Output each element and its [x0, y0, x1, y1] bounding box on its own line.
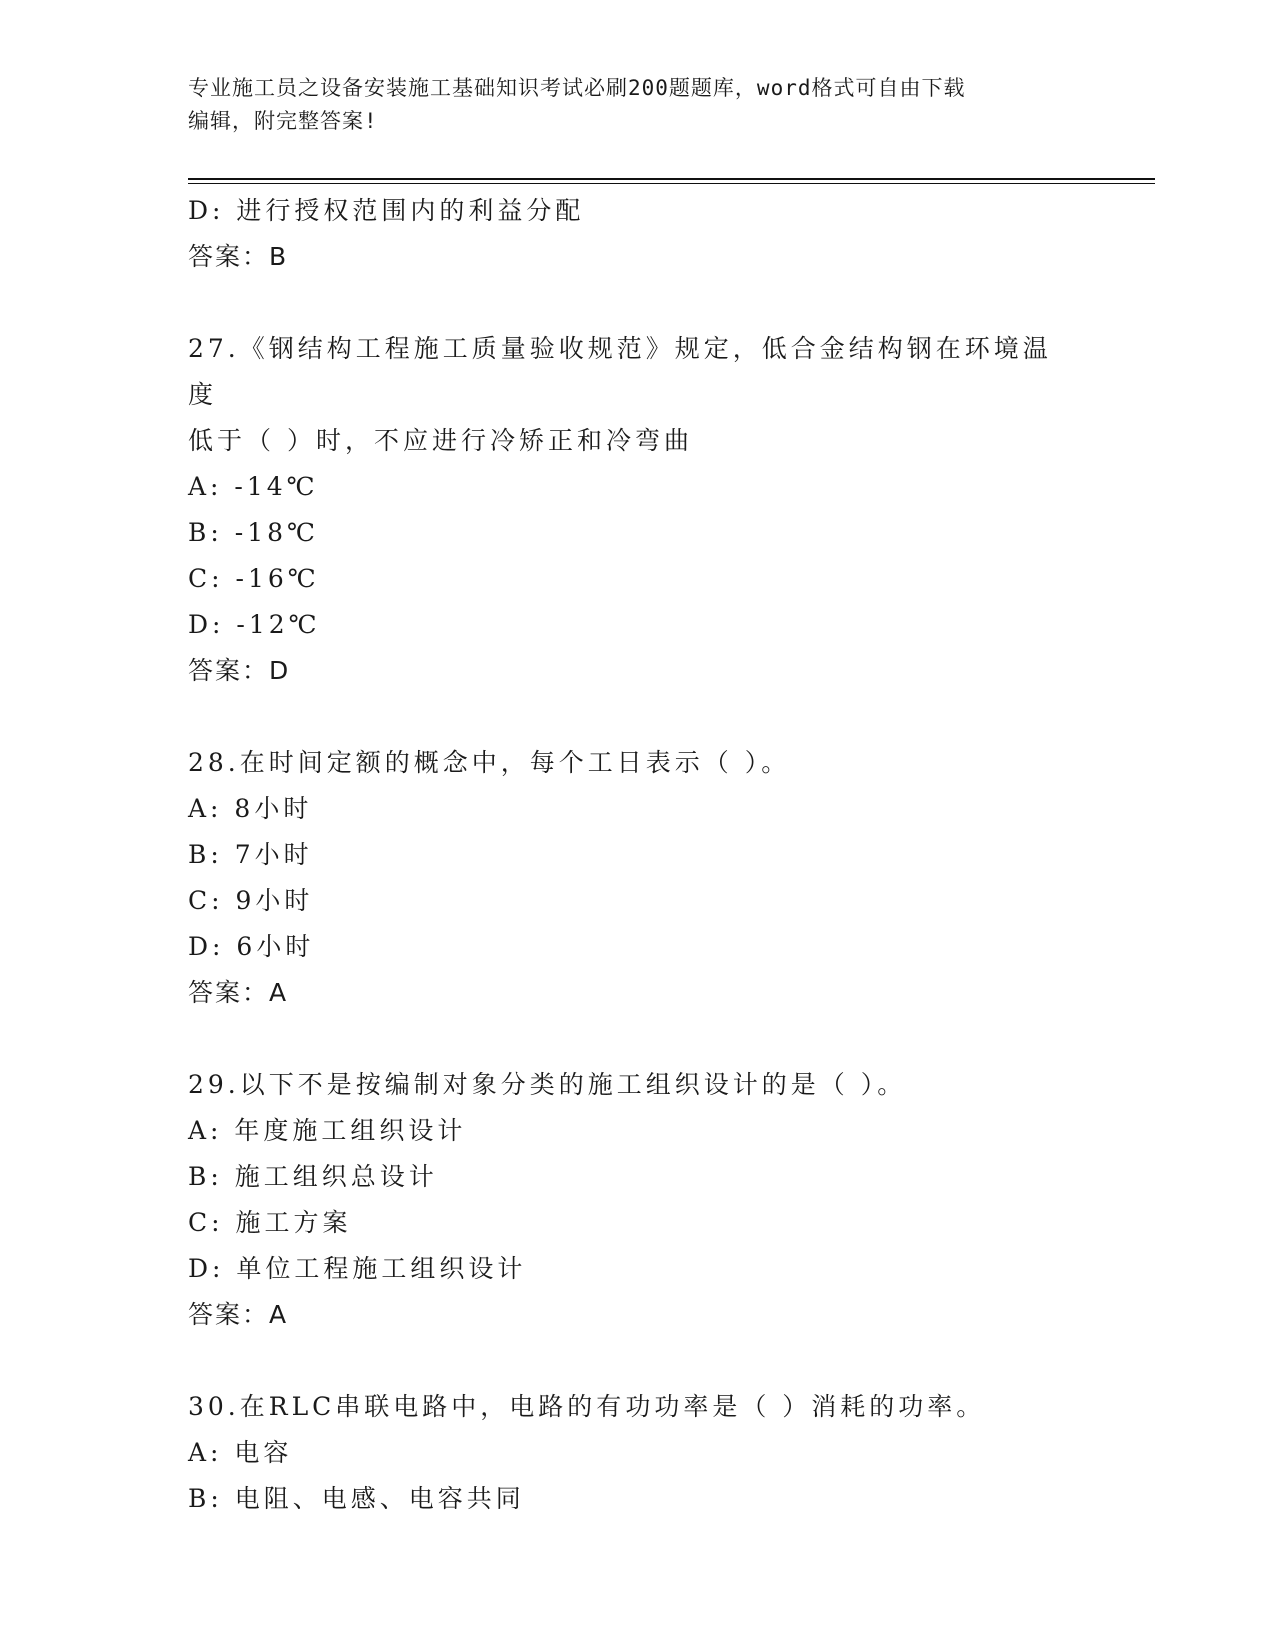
question-text: 30.在RLC串联电路中，电路的有功功率是（ ）消耗的功率。: [188, 1392, 986, 1421]
question-text-line-1: 27.《钢结构工程施工质量验收规范》规定，低合金结构钢在环境温度: [188, 334, 1052, 409]
option-c: C: 9小时: [188, 886, 314, 915]
option-c: C: 施工方案: [188, 1208, 352, 1237]
document-body: [188, 188, 1088, 1522]
header-divider-thin: [188, 183, 1155, 184]
page-header: [188, 72, 1088, 138]
answer-line: 答案：A: [188, 978, 289, 1007]
question-text: 28.在时间定额的概念中，每个工日表示（ ）。: [188, 748, 791, 777]
question-28: [188, 740, 1088, 1016]
option-a: A: 电容: [188, 1438, 293, 1467]
option-b: B: 电阻、电感、电容共同: [188, 1484, 525, 1513]
option-d: D: 6小时: [188, 932, 315, 961]
option-a: A: -14℃: [188, 472, 319, 501]
question-30: [188, 1384, 1088, 1522]
option-d: D: 单位工程施工组织设计: [188, 1254, 527, 1283]
option-c: C: -16℃: [188, 564, 320, 593]
option-b: B: 施工组织总设计: [188, 1162, 438, 1191]
header-line-2: 编辑，附完整答案!: [188, 109, 378, 133]
option-a: A: 8小时: [188, 794, 313, 823]
previous-question-fragment: [188, 188, 1088, 280]
question-29: [188, 1062, 1088, 1338]
question-text-line-2: 低于（ ）时，不应进行冷矫正和冷弯曲: [188, 426, 693, 455]
header-divider-thick: [188, 178, 1155, 180]
answer-line: 答案：D: [188, 656, 291, 685]
question-27: [188, 326, 1088, 694]
question-text: 29.以下不是按编制对象分类的施工组织设计的是（ ）。: [188, 1070, 907, 1099]
option-b: B: -18℃: [188, 518, 319, 547]
option-d: D: -12℃: [188, 610, 321, 639]
option-d: D: 进行授权范围内的利益分配: [188, 196, 585, 225]
header-line-1: 专业施工员之设备安装施工基础知识考试必刷200题题库，word格式可自由下载: [188, 76, 966, 100]
answer-line: 答案：B: [188, 242, 289, 271]
option-b: B: 7小时: [188, 840, 313, 869]
answer-line: 答案：A: [188, 1300, 289, 1329]
option-a: A: 年度施工组织设计: [188, 1116, 467, 1145]
